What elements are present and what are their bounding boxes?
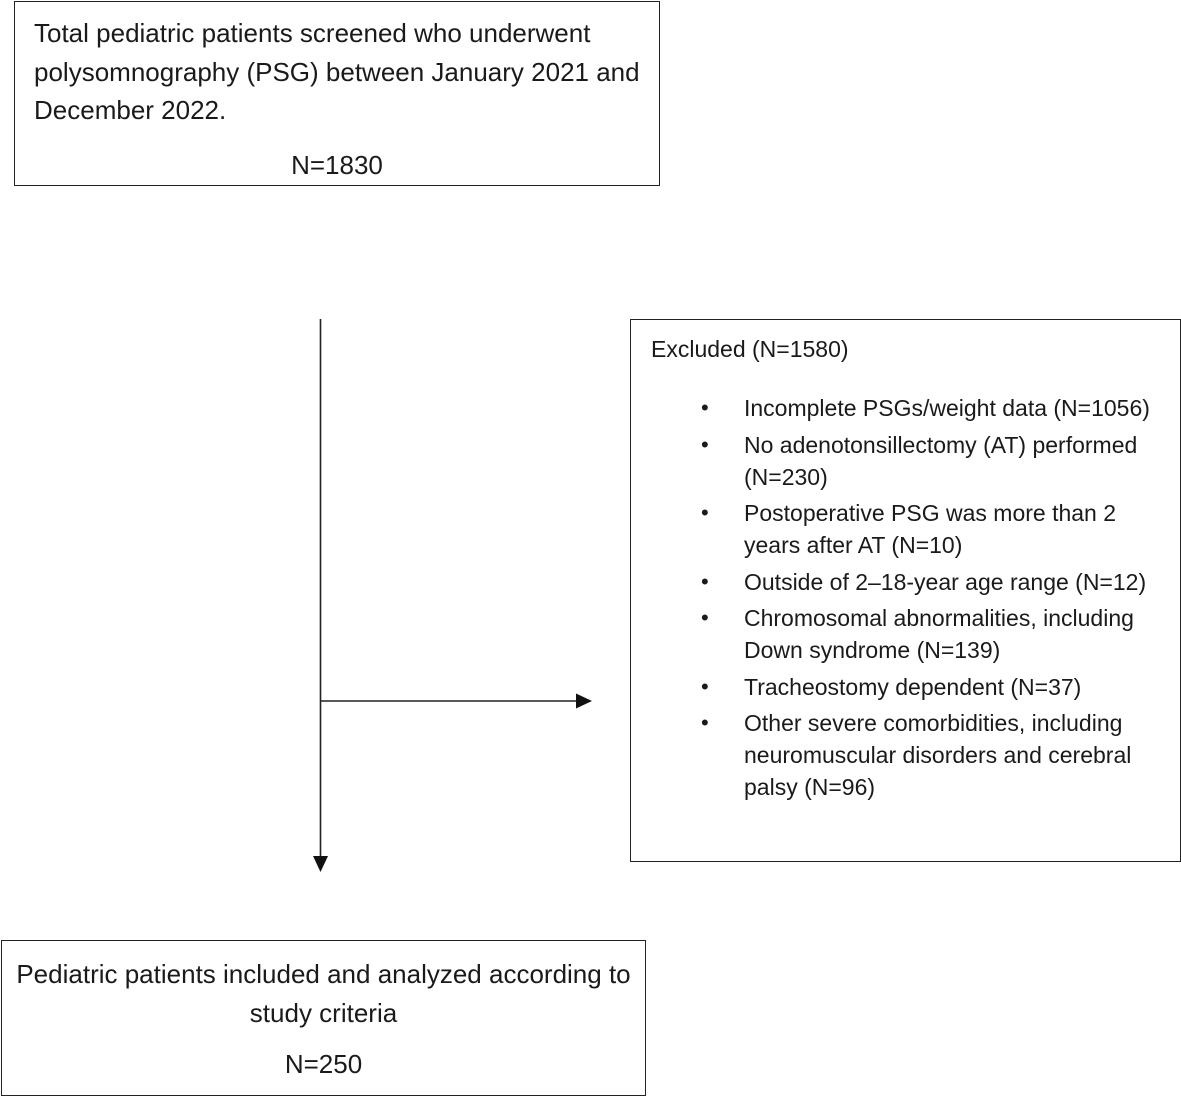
bullet-icon: •: [701, 710, 709, 735]
exclusion-item: [631, 497, 1176, 561]
exclusion-item-label: Postoperative PSG was more than 2 years after AT (N=10): [744, 500, 1117, 558]
excluded-patients-box: [630, 319, 1181, 862]
bullet-icon: •: [701, 673, 709, 699]
included-patients-description: Pediatric patients included and analyzed according to study criteria: [16, 959, 631, 1028]
bullet-icon: •: [701, 605, 709, 630]
exclusion-item: [631, 566, 1176, 598]
exclusion-item: [631, 429, 1176, 493]
bullet-icon: •: [701, 568, 709, 594]
exclusion-item-label: Other severe comorbidities, including neuromuscular disorders and cerebral palsy (N=96): [744, 710, 1132, 800]
excluded-title: Excluded (N=1580): [651, 336, 849, 362]
screened-patients-description: Total pediatric patients screened who underwent polysomnography (PSG) between January 2021 and December 2022.: [34, 18, 640, 125]
exclusion-item-label: No adenotonsillectomy (AT) performed (N=230): [744, 431, 1138, 490]
exclusion-item-label: Tracheostomy dependent (N=37): [744, 673, 1082, 700]
exclusion-item-label: Outside of 2–18-year age range (N=12): [744, 568, 1147, 595]
bullet-icon: •: [701, 500, 709, 525]
exclusion-item: [631, 602, 1176, 666]
exclusion-item-label: Incomplete PSGs/weight data (N=1056): [744, 395, 1150, 421]
screened-patients-count: N=1830: [291, 150, 383, 180]
bullet-icon: •: [701, 395, 709, 420]
included-patients-box: [1, 940, 646, 1096]
bullet-icon: •: [701, 431, 709, 457]
exclusion-item: [631, 671, 1176, 703]
main-flow-arrowhead: [313, 856, 328, 872]
exclusion-item: [631, 707, 1176, 803]
exclusion-branch-arrowhead: [576, 694, 592, 709]
exclusion-item-label: Chromosomal abnormalities, including Down syndrome (N=139): [744, 605, 1134, 663]
exclusion-criteria-list: [631, 392, 1176, 808]
exclusion-item: [631, 392, 1176, 424]
included-patients-count: N=250: [284, 1049, 363, 1079]
